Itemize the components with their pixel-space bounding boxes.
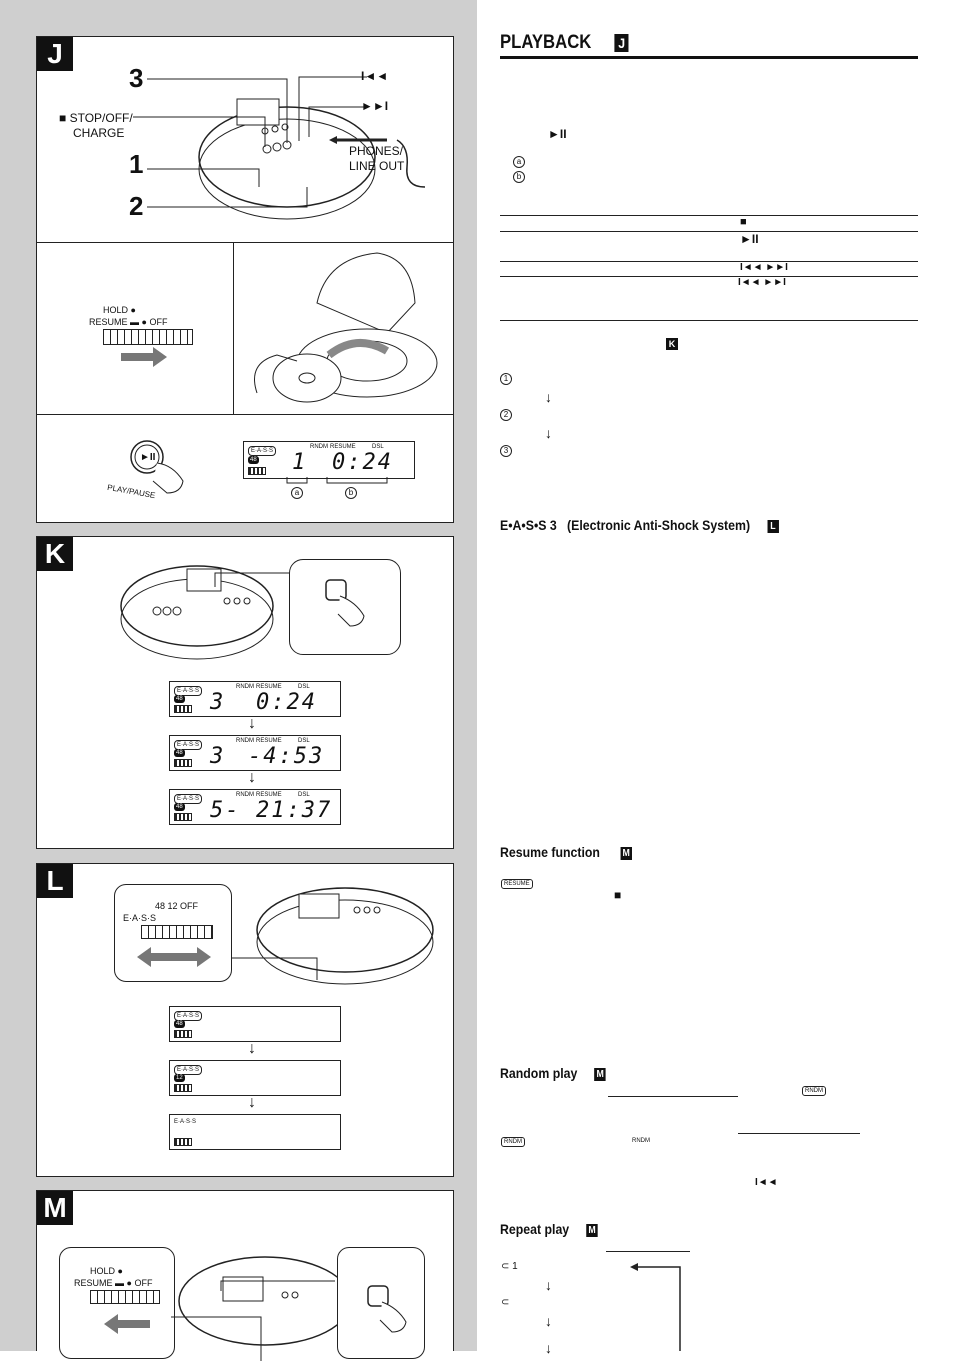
stop-label-line1: ■ STOP/OFF/: [59, 111, 133, 125]
skip-forward-label: ►►I: [361, 99, 389, 113]
lcd-track-number: 1: [292, 450, 308, 475]
button-closeup-frame: [337, 1247, 425, 1359]
lcd-track-number: 5-: [210, 798, 241, 823]
eass-level-badge: 12: [176, 1075, 183, 1081]
resume-tag: M: [620, 847, 631, 860]
rndm-text: RNDM: [632, 1138, 650, 1144]
lcd-track-number: 3: [210, 744, 226, 769]
battery-icon: [248, 467, 266, 475]
arrow-left-icon: [104, 1312, 154, 1336]
eass-indicator: E·A·S·S: [248, 446, 276, 456]
eass-indicator: E·A·S·S: [174, 740, 202, 750]
repeat-all-icon: ⊂: [501, 1297, 510, 1308]
divider: [37, 414, 453, 415]
step-2: 2: [500, 409, 512, 421]
figure-panel-j: [36, 36, 454, 523]
dsl-indicator: DSL: [298, 738, 310, 744]
eass-indicator: E·A·S·S: [174, 1119, 197, 1125]
eass-level-badge: 48: [176, 804, 183, 810]
rndm-indicator: RNDM: [236, 738, 254, 744]
panel-tag-m: M: [37, 1191, 73, 1225]
eass-heading: E•A•S•S 3 (Electronic Anti-Shock System) L: [500, 517, 779, 533]
hold-switch[interactable]: [103, 329, 193, 345]
skip-back-symbol: I◄◄: [755, 1177, 778, 1188]
rndm-indicator: RNDM: [236, 792, 254, 798]
callout-2: 2: [129, 191, 144, 221]
eass-switch-closeup: [114, 884, 232, 982]
figure-panel-m: [36, 1190, 454, 1351]
figure-panel-k: [36, 536, 454, 849]
hold-label: HOLD ●: [90, 1266, 123, 1276]
down-arrow-icon: ↓: [545, 1313, 552, 1329]
lcd-display-l1: [169, 1006, 341, 1042]
phones-label-line1: PHONES/: [349, 144, 404, 158]
hold-switch[interactable]: [90, 1290, 160, 1304]
button-closeup-frame: [289, 559, 401, 655]
marker-b: b: [345, 487, 357, 499]
callout-1: 1: [129, 149, 144, 179]
hold-switch-closeup: [59, 1247, 175, 1359]
eass-tag: L: [767, 520, 778, 533]
table-rule: [500, 231, 918, 232]
disc-loading-illustration: [237, 243, 447, 413]
marker-a: a: [513, 156, 525, 168]
eass-switch[interactable]: [141, 925, 213, 939]
arrow-left-right-icon: [137, 945, 217, 969]
resume-indicator: RESUME: [256, 792, 282, 798]
resume-heading: Resume function M: [500, 844, 632, 860]
rndm-indicator: RNDM: [236, 684, 254, 690]
battery-icon: [174, 759, 192, 767]
battery-icon: [174, 1084, 192, 1092]
underline: [606, 1251, 690, 1252]
lcd-display-k1: [169, 681, 341, 717]
play-symbol: ►II: [548, 127, 567, 141]
resume-off-label: RESUME ▬ ● OFF: [74, 1278, 153, 1288]
dsl-indicator: DSL: [298, 792, 310, 798]
eass-indicator: E·A·S·S: [174, 1065, 202, 1075]
button-press-icon: [326, 580, 386, 640]
table-symbol-play: ►II: [740, 232, 759, 246]
down-arrow-icon: ↓: [545, 389, 552, 405]
dsl-indicator: DSL: [298, 684, 310, 690]
callout-3: 3: [129, 63, 144, 93]
lcd-display-l2: [169, 1060, 341, 1096]
lcd-time: -4:53: [248, 744, 325, 769]
eass-indicator: E·A·S·S: [174, 686, 202, 696]
table-symbol-search: I◄◄ ►►I: [738, 277, 786, 288]
eass-indicator: E·A·S·S: [174, 1011, 202, 1021]
down-arrow-icon: ↓: [248, 715, 256, 732]
table-rule: [500, 261, 918, 262]
panel-tag-l: L: [37, 864, 73, 898]
lcd-display-l3: [169, 1114, 341, 1150]
down-arrow-icon: ↓: [248, 1094, 256, 1111]
lcd-track-number: 3: [210, 690, 226, 715]
play-pause-symbol: ►II: [140, 452, 156, 463]
skip-back-label: I◄◄: [361, 69, 389, 83]
panel-tag-k: K: [37, 537, 73, 571]
battery-icon: [174, 1030, 192, 1038]
step-1: 1: [500, 373, 512, 385]
eass-level-badge: 48: [176, 750, 183, 756]
rndm-indicator: RNDM: [310, 444, 328, 450]
table-rule: [500, 320, 918, 321]
down-arrow-icon: ↓: [545, 1277, 552, 1293]
battery-icon: [174, 705, 192, 713]
lcd-time: 0:24: [256, 690, 317, 715]
lcd-display-k3: [169, 789, 341, 825]
resume-indicator: RESUME: [256, 738, 282, 744]
k-tag: K: [666, 338, 678, 350]
down-arrow-icon: ↓: [248, 769, 256, 786]
random-tag: M: [594, 1068, 605, 1081]
arrow-right-icon: [121, 345, 171, 369]
underline: [738, 1133, 860, 1134]
underline: [608, 1096, 738, 1097]
resume-badge: RESUME: [501, 879, 533, 889]
switch-label: E·A·S·S: [123, 913, 157, 923]
title-tag: J: [615, 34, 629, 52]
resume-indicator: RESUME: [256, 684, 282, 690]
player-illustration-l: [247, 880, 447, 1000]
play-pause-label: PLAY/PAUSE: [106, 482, 157, 501]
title-rule: [500, 56, 918, 59]
marker-a: a: [291, 487, 303, 499]
table-rule: [500, 215, 918, 216]
table-symbol-skip: I◄◄ ►►I: [740, 262, 788, 273]
stop-symbol: ■: [614, 888, 622, 902]
repeat-tag: M: [586, 1224, 597, 1237]
figure-panel-l: [36, 863, 454, 1177]
eass-level-badge: 48: [176, 696, 183, 702]
dsl-indicator: DSL: [372, 444, 384, 450]
panel-tag-j: J: [37, 37, 73, 71]
repeat-1-icon: ⊂ 1: [501, 1261, 518, 1272]
hold-label: HOLD ●: [103, 305, 136, 315]
lcd-time: 21:37: [256, 798, 333, 823]
resume-indicator: RESUME: [330, 444, 356, 450]
repeat-heading: Repeat play M: [500, 1221, 598, 1237]
battery-icon: [174, 1138, 192, 1146]
stop-label-line2: CHARGE: [73, 126, 125, 140]
random-heading: Random play M: [500, 1065, 606, 1081]
phones-label-line2: LINE OUT: [349, 159, 405, 173]
lcd-display-k2: [169, 735, 341, 771]
marker-b: b: [513, 171, 525, 183]
rndm-badge: RNDM: [802, 1086, 826, 1096]
lcd-time: 0:24: [332, 450, 393, 475]
eass-level-badge: 48: [250, 457, 257, 463]
step-3: 3: [500, 445, 512, 457]
eass-indicator: E·A·S·S: [174, 794, 202, 804]
down-arrow-icon: ↓: [545, 425, 552, 441]
page-title: PLAYBACK J: [500, 32, 629, 54]
switch-values: 48 12 OFF: [155, 901, 199, 911]
eass-level-badge: 48: [176, 1021, 183, 1027]
divider: [233, 242, 234, 414]
lcd-display: [243, 441, 415, 479]
rndm-badge: RNDM: [501, 1137, 525, 1147]
button-press-icon: [368, 1286, 428, 1346]
player-illustration-k: [117, 551, 297, 671]
down-arrow-icon: ↓: [545, 1340, 552, 1356]
battery-icon: [174, 813, 192, 821]
repeat-cycle-arrow: [630, 1262, 700, 1352]
resume-off-label: RESUME ▬ ● OFF: [89, 317, 168, 327]
table-symbol-stop: ■: [740, 216, 747, 228]
down-arrow-icon: ↓: [248, 1040, 256, 1057]
table-rule: [500, 276, 918, 277]
